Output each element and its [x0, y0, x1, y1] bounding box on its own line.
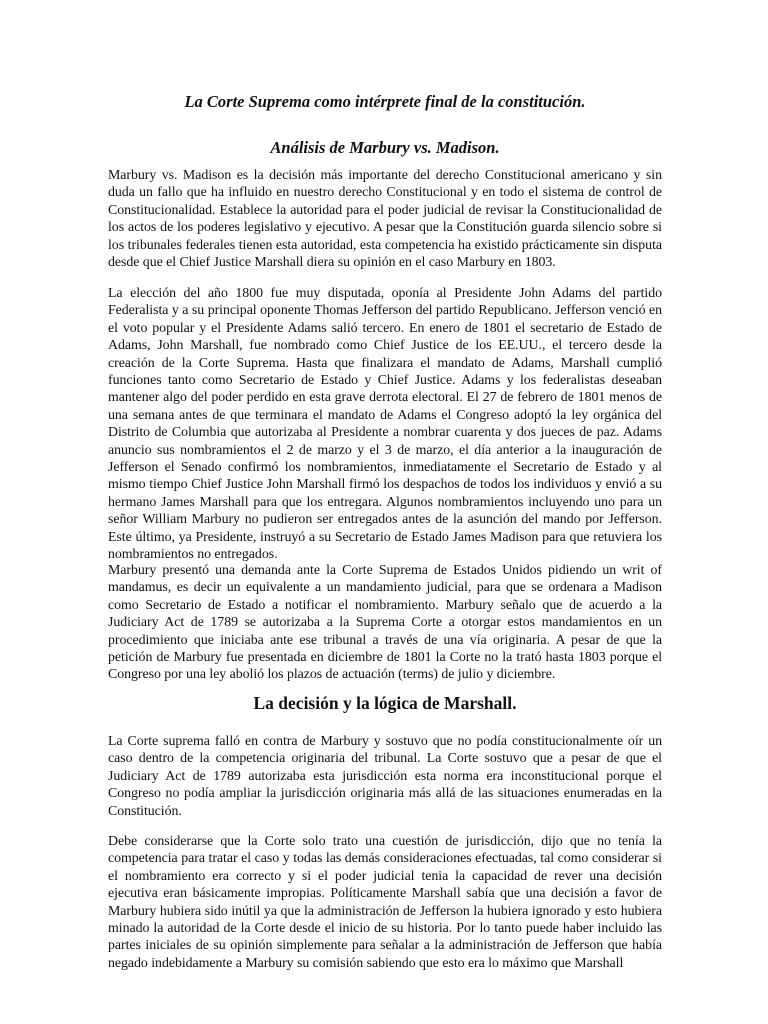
document-subtitle: Análisis de Marbury vs. Madison. [270, 138, 500, 157]
section-heading-decision: La decisión y la lógica de Marshall. [253, 693, 517, 713]
paragraph-marbury-demand: Marbury presentó una demanda ante la Corte Suprema de Estados Unidos pidiendo un writ of mandamus, es decir un equivalente a un mandamiento judicial, para que se ordenara a Madison como Secretario de Estado a notificar el nombramiento. Marbury señalo que de acuerdo a la Judiciary Act de 1789 se autorizaba a la Suprema Corte a otorgar estos mandamientos en un procedimiento que iniciaba ante ese tribunal a través de una vía originaria. A pesar de que la petición de Marbury fue presentada en diciembre de 1801 la Corte no la trató hasta 1803 porque el Congreso por una ley abolió los plazos de actuación (terms) de julio y diciembre. [108, 563, 662, 683]
paragraph-introduction: Marbury vs. Madison es la decisión más importante del derecho Constitucional americano y sin duda un fallo que ha influido en nuestro derecho Constitucional y en todo el sistema de control de Constitucionalidad. Establece la autoridad para el poder judicial de revisar la Constitucionalidad de los actos de los poderes legislativo y ejecutivo. A pesar que la Constitución guarda silencio sobre si los tribunales federales tienen esta autoridad, esta competencia ha existido prácticamente sin disputa desde que el Chief Justice Marshall diera su opinión en el caso Marbury en 1803. [108, 168, 662, 271]
paragraph-court-ruling: La Corte suprema falló en contra de Marbury y sostuvo que no podía constitucionalmente oír un caso dentro de la competencia originaria del tribunal. La Corte sostuvo que a pesar de que el Judiciary Act de 1789 autorizaba esta jurisdicción esta norma era inconstitucional porque el Congreso no podía ampliar la jurisdicción originaria más allá de las situaciones enumeradas en la Constitución. [108, 734, 662, 819]
paragraph-jurisdiction-analysis: Debe considerarse que la Corte solo trato una cuestión de jurisdicción, dijo que no tenía la competencia para tratar el caso y todas las demás consideraciones efectuadas, tal como considerar si el nombramiento era correcto y si el poder judicial tenia la capacidad de rever una decisión ejecutiva eran básicamente impropias. Políticamente Marshall sabía que una decisión a favor de Marbury hubiera sido inútil ya que la administración de Jefferson la hubiera ignorado y esto hubiera minado la autoridad de la Corte desde el inicio de su historia. Por lo tanto puede haber incluido las partes iniciales de su opinión simplemente para señalar a la administración de Jefferson que había negado indebidamente a Marbury su comisión sabiendo que esto era lo máximo que Marshall [108, 834, 662, 971]
paragraph-election-1800: La elección del año 1800 fue muy disputada, oponía al Presidente John Adams del partido Federalista y a su principal oponente Thomas Jefferson del partido Republicano. Jefferson venció en el voto popular y el Presidente Adams salió tercero. En enero de 1801 el secretario de Estado de Adams, John Marshall, fue nombrado como Chief Justice de los EE.UU., el tercero desde la creación de la Corte Suprema. Hasta que finalizara el mandato de Adams, Marshall cumplió funciones tanto como Secretario de Estado y Chief Justice. Adams y los federalistas deseaban mantener algo del poder perdido en esta grave derrota electoral. El 27 de febrero de 1801 menos de una semana antes de que terminara el mandato de Adams el Congreso adoptó la ley orgánica del Distrito de Columbia que autorizaba al Presidente a nombrar cuarenta y dos jueces de paz. Adams anuncio sus nombramientos el 2 de marzo y el 3 de marzo, el día anterior a la inauguración de Jefferson el Senado confirmó los nombramientos, inmediatamente el Secretario de Estado y al mismo tiempo Chief Justice John Marshall firmó los despachos de todos los individuos y envió a su hermano James Marshall para que los entregara. Algunos nombramientos incluyendo uno para un señor William Marbury no pudieron ser entregados antes de la asunción del mando por Jefferson. Este último, ya Presidente, instruyó a su Secretario de Estado James Madison para que retuviera los nombramientos no entregados. [108, 286, 662, 563]
document-title: La Corte Suprema como intérprete final de la constitución. [184, 92, 586, 111]
